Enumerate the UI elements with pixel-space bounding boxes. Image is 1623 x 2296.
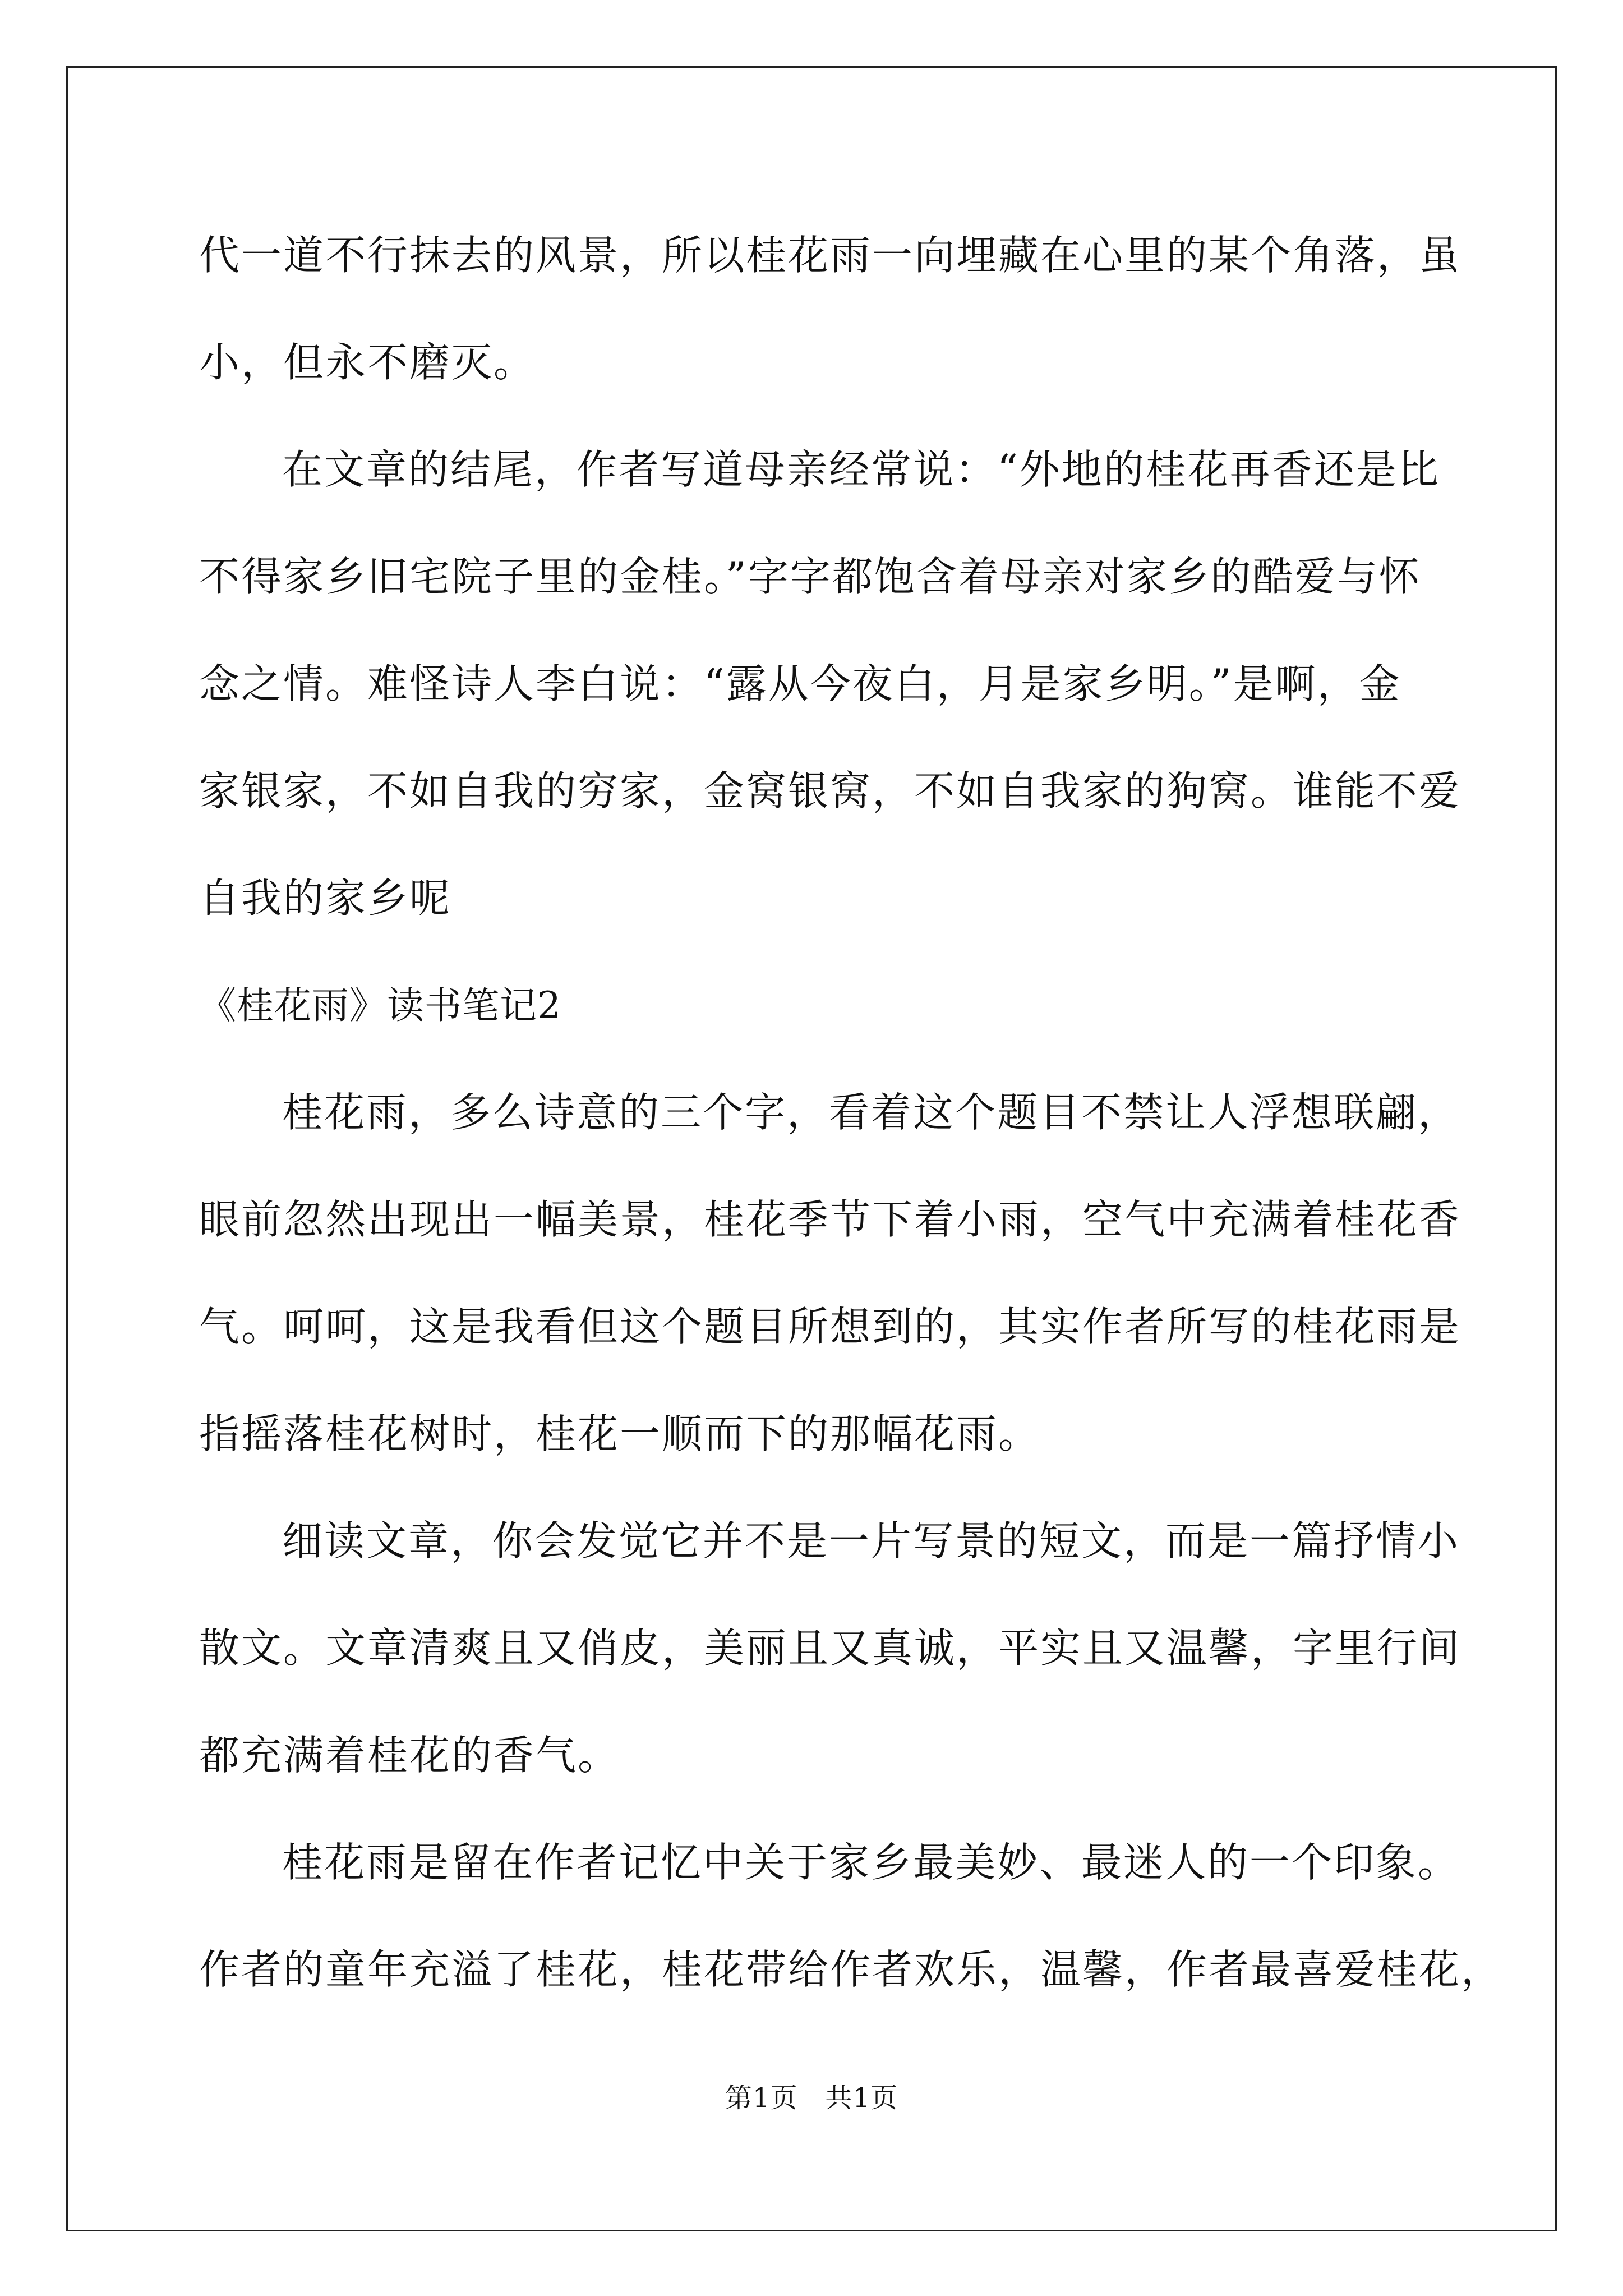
- text-line: 念之情。难怪诗人李白说：“露从今夜白，月是家乡明。”是啊，金: [199, 660, 1401, 707]
- text-line: 都充满着桂花的香气。: [199, 1732, 620, 1779]
- page-footer: 第1页 共1页: [725, 2082, 898, 2114]
- text-line: 桂花雨是留在作者记忆中关于家乡最美妙、最迷人的一个印象。: [282, 1839, 1460, 1886]
- text-line: 家银家，不如自我的穷家，金窝银窝，不如自我家的狗窝。谁能不爱: [199, 767, 1461, 815]
- text-line: 眼前忽然出现出一幅美景，桂花季节下着小雨，空气中充满着桂花香: [199, 1196, 1461, 1243]
- text-line: 不得家乡旧宅院子里的金桂。”字字都饱含着母亲对家乡的酷爱与怀: [199, 553, 1421, 600]
- text-line: 代一道不行抹去的风景，所以桂花雨一向埋藏在心里的某个角落，虽: [199, 232, 1461, 279]
- text-line: 散文。文章清爽且又俏皮，美丽且又真诚，平实且又温馨，字里行间: [199, 1625, 1461, 1672]
- text-line: 自我的家乡呢: [199, 875, 452, 922]
- document-body: [199, 202, 1504, 2023]
- text-line: 桂花雨，多么诗意的三个字，看着这个题目不禁让人浮想联翩，: [282, 1089, 1460, 1136]
- text-line: 作者的童年充溢了桂花，桂花带给作者欢乐，温馨，作者最喜爱桂花，: [199, 1946, 1504, 1993]
- section-heading: 《桂花雨》读书笔记2: [199, 984, 561, 1027]
- text-line: 小，但永不磨灭。: [199, 339, 536, 386]
- text-line: 指摇落桂花树时，桂花一顺而下的那幅花雨。: [199, 1410, 1041, 1457]
- text-line: 细读文章，你会发觉它并不是一片写景的短文，而是一篇抒情小: [282, 1517, 1460, 1565]
- text-line: 气。呵呵，这是我看但这个题目所想到的，其实作者所写的桂花雨是: [199, 1303, 1461, 1350]
- text-line: 在文章的结尾，作者写道母亲经常说：“外地的桂花再香还是比: [282, 446, 1440, 493]
